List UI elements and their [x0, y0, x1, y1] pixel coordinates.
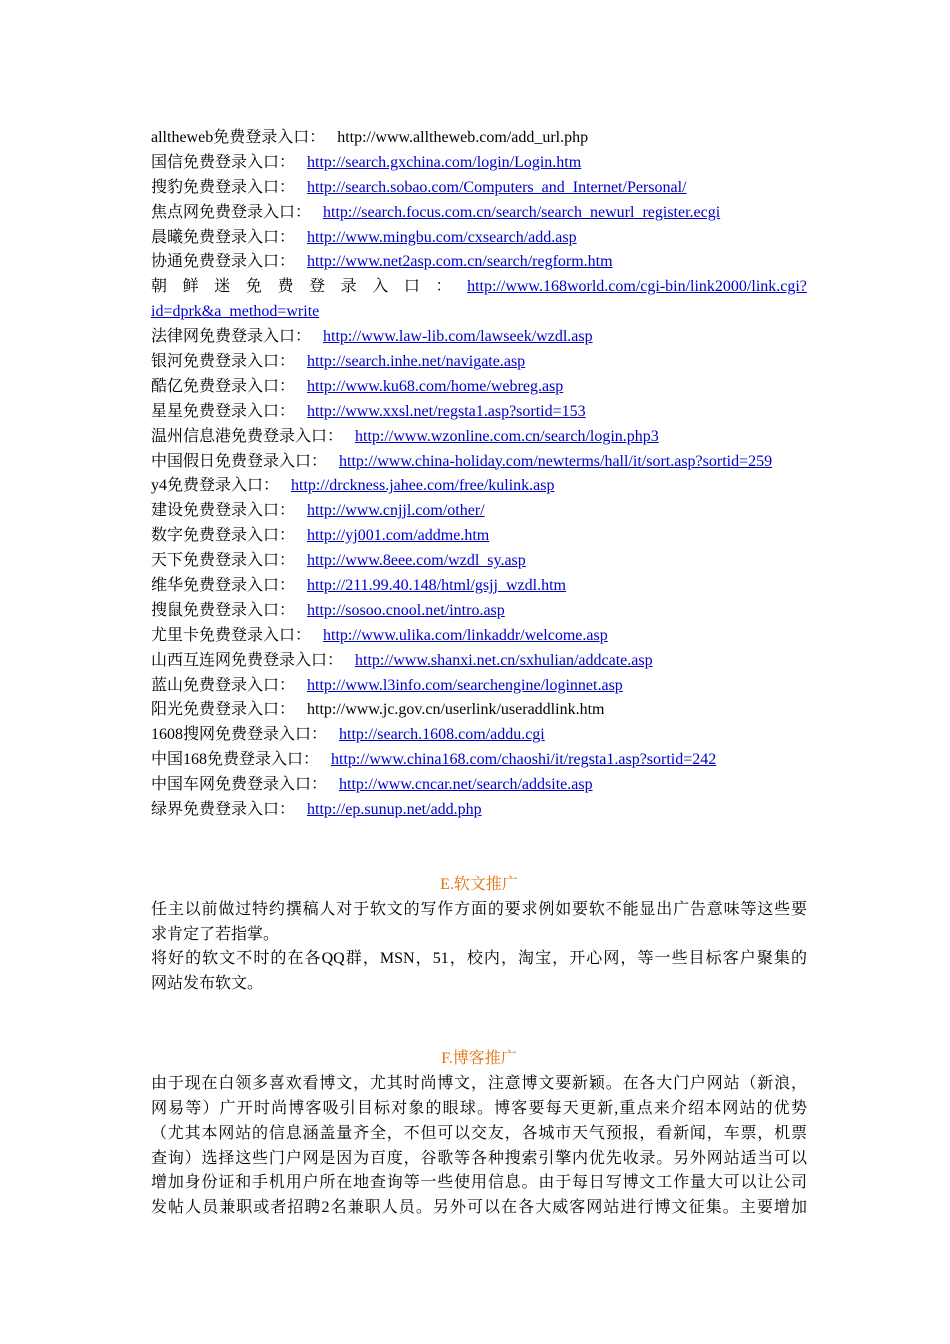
entry-label: 星星免费登录入口： [151, 402, 296, 420]
entry-label: alltheweb免费登录入口： [151, 129, 326, 146]
entry-url-link[interactable]: http://www.mingbu.com/cxsearch/add.asp [307, 228, 577, 246]
section-f-body [151, 1072, 807, 1221]
entry-row [151, 226, 807, 251]
entry-label: 国信免费登录入口： [151, 153, 296, 171]
entry-row [151, 375, 807, 400]
entry-row [151, 176, 807, 201]
korea-label-char: 入 [372, 278, 389, 296]
entry-label: 1608搜网免费登录入口： [151, 726, 328, 744]
entry-url-link[interactable]: http://sosoo.cnool.net/intro.asp [307, 601, 505, 619]
entry-list-1 [151, 126, 807, 275]
spacer [151, 997, 807, 1022]
korea-label-char: 登 [309, 278, 326, 296]
entry-label: 温州信息港免费登录入口： [151, 427, 344, 445]
entry-label: 焦点网免费登录入口： [151, 203, 312, 221]
entry-url-text: http://www.alltheweb.com/add_url.php [337, 129, 589, 146]
entry-row [151, 450, 807, 475]
entry-row [151, 126, 807, 151]
entry-url-link[interactable]: http://211.99.40.148/html/gsjj_wzdl.htm [307, 577, 566, 595]
entry-row [151, 748, 807, 773]
entry-row [151, 499, 807, 524]
entry-url-link[interactable]: http://www.cncar.net/search/addsite.asp [339, 776, 593, 794]
korea-url-link[interactable]: http://www.168world.com/cgi-bin/link2000/link.cgi? [467, 278, 807, 296]
section-e-line: 求肯定了若指掌。 [151, 925, 280, 943]
korea-entry-line [151, 275, 807, 300]
entry-url-link[interactable]: http://www.china168.com/chaoshi/it/regsta1.asp?sortid=242 [331, 751, 717, 769]
entry-url-link[interactable]: http://www.l3info.com/searchengine/loginnet.asp [307, 676, 623, 694]
section-f-line: 网易等）广开时尚博客吸引目标对象的眼球。博客要每天更新,重点来介绍本网站的优势 [151, 1099, 807, 1117]
korea-label-char: 录 [340, 278, 357, 296]
entry-label: 天下免费登录入口： [151, 552, 296, 570]
korea-label-char: 免 [245, 278, 262, 296]
entry-url-link[interactable]: http://www.china-holiday.com/newterms/hall/it/sort.asp?sortid=259 [339, 452, 773, 470]
section-e-line: 任主以前做过特约撰稿人对于软文的写作方面的要求例如要软不能显出广告意味等这些要 [151, 900, 807, 918]
entry-label: 建设免费登录入口： [151, 502, 296, 520]
entry-url-link[interactable]: http://www.cnjjl.com/other/ [307, 502, 485, 520]
spacer [151, 823, 807, 848]
entry-url-link[interactable]: http://www.net2asp.com.cn/search/regform.htm [307, 253, 613, 271]
entry-label: 协通免费登录入口： [151, 253, 296, 271]
entry-label: 尤里卡免费登录入口： [151, 626, 312, 644]
entry-label: 维华免费登录入口： [151, 577, 296, 595]
entry-row [151, 798, 807, 823]
entry-row [151, 624, 807, 649]
entry-row [151, 599, 807, 624]
entry-label: 中国168免费登录入口： [151, 751, 320, 769]
korea-label-char: ： [435, 278, 452, 296]
entry-url-link[interactable]: http://search.inhe.net/navigate.asp [307, 353, 526, 371]
entry-row [151, 201, 807, 226]
korea-url-line2 [151, 300, 807, 325]
entry-url-link[interactable]: http://ep.sunup.net/add.php [307, 801, 482, 819]
entry-label: 酷亿免费登录入口： [151, 377, 296, 395]
entry-label: 绿界免费登录入口： [151, 801, 296, 819]
entry-row [151, 649, 807, 674]
entry-label: 中国车网免费登录入口： [151, 776, 328, 794]
korea-url-continuation[interactable]: id=dprk&a_method=write [151, 303, 320, 321]
entry-row [151, 425, 807, 450]
entry-url-link[interactable]: http://www.ku68.com/home/webreg.asp [307, 377, 564, 395]
entry-label: 数字免费登录入口： [151, 527, 296, 545]
entry-url-link[interactable]: http://www.shanxi.net.cn/sxhulian/addcate.asp [355, 651, 653, 669]
entry-url-link[interactable]: http://yj001.com/addme.htm [307, 527, 490, 545]
entry-url-link[interactable]: http://search.gxchina.com/login/Login.htm [307, 153, 582, 171]
entry-row [151, 524, 807, 549]
section-f-line: 发帖人员兼职或者招聘2名兼职人员。另外可以在各大威客网站进行博文征集。主要增加 [151, 1199, 807, 1217]
entry-url-link[interactable]: http://www.xxsl.net/regsta1.asp?sortid=153 [307, 402, 586, 420]
section-e-title: E.软文推广 [440, 875, 518, 893]
entry-url-link[interactable]: http://www.wzonline.com.cn/search/login.php3 [355, 427, 659, 445]
entry-label: 晨曦免费登录入口： [151, 228, 296, 246]
entry-url-link[interactable]: http://www.ulika.com/linkaddr/welcome.asp [323, 626, 608, 644]
section-f-title: F.博客推广 [441, 1049, 517, 1067]
entry-row [151, 400, 807, 425]
entry-label: 中国假日免费登录入口： [151, 452, 328, 470]
entry-row [151, 325, 807, 350]
entry-row [151, 549, 807, 574]
entry-row [151, 574, 807, 599]
entry-row [151, 350, 807, 375]
entry-url-link[interactable]: http://search.1608.com/addu.cgi [339, 726, 545, 744]
entry-label: y4免费登录入口： [151, 477, 280, 495]
entry-url-link[interactable]: http://drckness.jahee.com/free/kulink.asp [291, 477, 555, 495]
entry-list-2 [151, 325, 807, 823]
section-e-line: 将好的软文不时的在各QQ群，MSN，51，校内，淘宝，开心网，等一些目标客户聚集的 [151, 950, 807, 968]
entry-row [151, 723, 807, 748]
entry-row [151, 674, 807, 699]
section-f-line: 增加身份证和手机用户所在地查询等一些使用信息。由于每日写博文工作量大可以让公司 [151, 1174, 807, 1192]
entry-label: 搜豹免费登录入口： [151, 178, 296, 196]
entry-row [151, 151, 807, 176]
entry-label: 搜鼠免费登录入口： [151, 601, 296, 619]
entry-label: 山西互连网免费登录入口： [151, 651, 344, 669]
entry-url-link[interactable]: http://search.sobao.com/Computers_and_Internet/Personal/ [307, 178, 687, 196]
entry-label: 蓝山免费登录入口： [151, 676, 296, 694]
document-page [151, 126, 807, 1221]
entry-url-text: http://www.jc.gov.cn/userlink/useraddlink.htm [307, 701, 605, 719]
entry-url-link[interactable]: http://search.focus.com.cn/search/search_newurl_register.ecgi [323, 203, 721, 221]
entry-korea [151, 275, 807, 325]
entry-label: 阳光免费登录入口： [151, 701, 296, 719]
korea-label-char: 口 [403, 278, 420, 296]
entry-url-link[interactable]: http://www.law-lib.com/lawseek/wzdl.asp [323, 328, 593, 346]
spacer [151, 848, 807, 873]
entry-row [151, 250, 807, 275]
entry-label: 银河免费登录入口： [151, 353, 296, 371]
entry-row [151, 773, 807, 798]
section-e-line: 网站发布软文。 [151, 975, 264, 993]
korea-label-char: 费 [277, 278, 294, 296]
entry-url-link[interactable]: http://www.8eee.com/wzdl_sy.asp [307, 552, 526, 570]
section-f-line: （尤其本网站的信息涵盖量齐全，不但可以交友，各城市天气预报，看新闻，车票，机票 [151, 1124, 807, 1142]
section-f-line: 由于现在白领多喜欢看博文，尤其时尚博文，注意博文要新颖。在各大门户网站（新浪， [151, 1074, 807, 1092]
section-e-body [151, 898, 807, 998]
section-f-line: 查询）选择这些门户网是因为百度，谷歌等各种搜索引擎内优先收录。另外网站适当可以 [151, 1149, 807, 1167]
entry-row [151, 474, 807, 499]
entry-label: 法律网免费登录入口： [151, 328, 312, 346]
korea-label-char: 鲜 [182, 278, 199, 296]
korea-label-char: 朝 [151, 278, 168, 296]
entry-row [151, 698, 807, 723]
korea-label-char: 迷 [214, 278, 231, 296]
spacer [151, 1022, 807, 1047]
